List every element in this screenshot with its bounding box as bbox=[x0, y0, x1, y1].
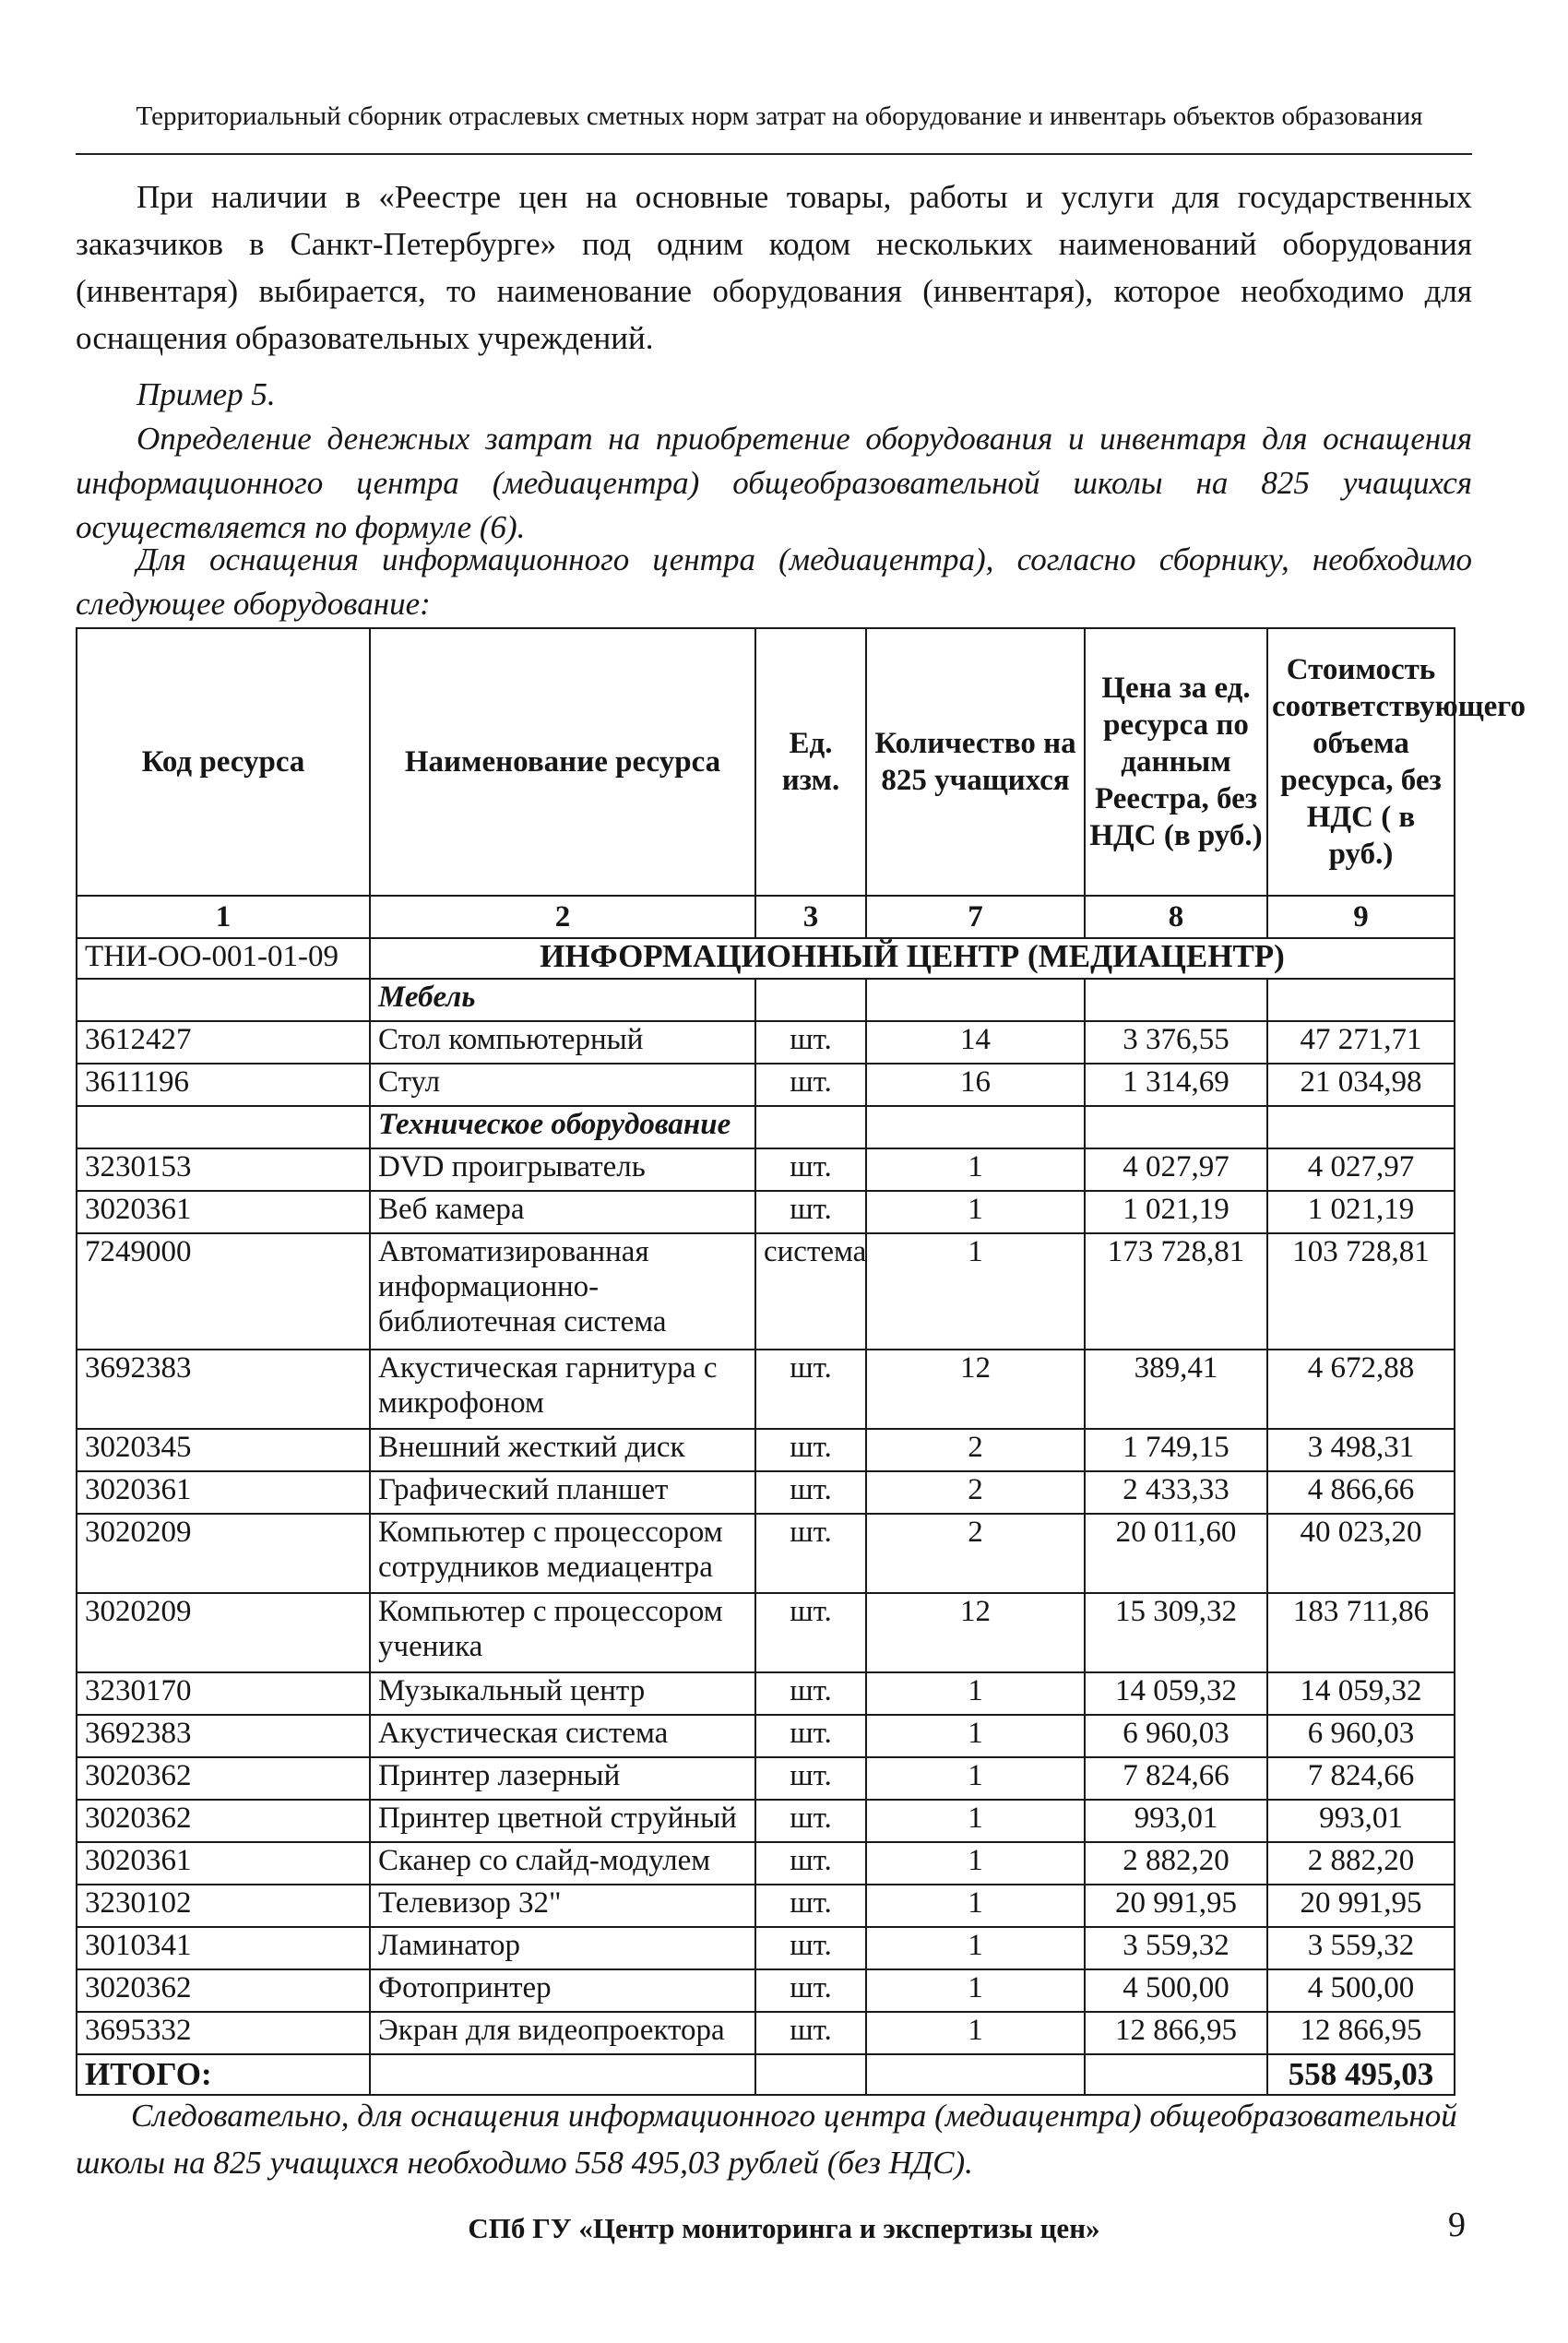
cell-qty: 1 bbox=[866, 1757, 1085, 1800]
cell-price: 1 314,69 bbox=[1085, 1064, 1267, 1106]
cell-cost: 4 027,97 bbox=[1267, 1148, 1455, 1191]
section-title: ИНФОРМАЦИОННЫЙ ЦЕНТР (МЕДИАЦЕНТР) bbox=[370, 938, 1455, 979]
header-price: Цена за ед. ресурса по данным Реестра, без НДС (в руб.) bbox=[1085, 628, 1267, 896]
column-number-row bbox=[77, 896, 1455, 938]
cell-code: 3020361 bbox=[77, 1471, 370, 1514]
cell-unit: шт. bbox=[755, 1021, 866, 1064]
table-row bbox=[77, 1927, 1455, 1969]
table-row bbox=[77, 1148, 1455, 1191]
category-furniture: Мебель bbox=[370, 979, 755, 1021]
cell-qty: 1 bbox=[866, 1969, 1085, 2012]
cell-name: Автоматизированная информационно-библиотечная система bbox=[370, 1233, 755, 1350]
cell-cost: 183 711,86 bbox=[1267, 1593, 1455, 1672]
column-number: 2 bbox=[370, 896, 755, 938]
table-row bbox=[77, 1471, 1455, 1514]
cell-cost: 2 882,20 bbox=[1267, 1842, 1455, 1885]
cell-name: Ламинатор bbox=[370, 1927, 755, 1969]
cell-unit: шт. bbox=[755, 1885, 866, 1927]
cell-price: 4 027,97 bbox=[1085, 1148, 1267, 1191]
total-value: 558 495,03 bbox=[1267, 2054, 1455, 2095]
example-title: Пример 5. bbox=[137, 376, 276, 412]
cell-price: 2 433,33 bbox=[1085, 1471, 1267, 1514]
cell-qty: 2 bbox=[866, 1429, 1085, 1471]
cell-cost: 103 728,81 bbox=[1267, 1233, 1455, 1350]
cell-code: 3020362 bbox=[77, 1969, 370, 2012]
cell-name: Принтер цветной струйный bbox=[370, 1800, 755, 1842]
cell-code: 3020209 bbox=[77, 1593, 370, 1672]
cell-code: 3692383 bbox=[77, 1350, 370, 1429]
intro-paragraph: При наличии в «Реестре цен на основные товары, работы и услуги для государственных заказчиков в Санкт-Петербурге» под одним кодом нескольких наименований оборудования (инвентаря) выбирается, то наименование оборудования (инвентаря), которое необходимо для оснащения образовательных учреждений. bbox=[76, 179, 1472, 356]
cell-cost: 4 866,66 bbox=[1267, 1471, 1455, 1514]
section-code: ТНИ-ОО-001-01-09 bbox=[77, 938, 370, 979]
cell-price: 1 021,19 bbox=[1085, 1191, 1267, 1233]
cell-price: 4 500,00 bbox=[1085, 1969, 1267, 2012]
cell-cost: 993,01 bbox=[1267, 1800, 1455, 1842]
cell-unit: шт. bbox=[755, 1927, 866, 1969]
cell-cost: 1 021,19 bbox=[1267, 1191, 1455, 1233]
cell-unit: шт. bbox=[755, 1672, 866, 1715]
cell-price: 6 960,03 bbox=[1085, 1715, 1267, 1757]
cell-qty: 1 bbox=[866, 1233, 1085, 1350]
cell-qty: 1 bbox=[866, 1885, 1085, 1927]
cell-unit: шт. bbox=[755, 1191, 866, 1233]
cell-cost: 4 500,00 bbox=[1267, 1969, 1455, 2012]
cell-name: DVD проигрыватель bbox=[370, 1148, 755, 1191]
cell-cost: 3 498,31 bbox=[1267, 1429, 1455, 1471]
table-row bbox=[77, 2012, 1455, 2054]
cell-qty: 12 bbox=[866, 1593, 1085, 1672]
cell-name: Акустическая гарнитура с микрофоном bbox=[370, 1350, 755, 1429]
cell-price: 3 559,32 bbox=[1085, 1927, 1267, 1969]
cell-price: 7 824,66 bbox=[1085, 1757, 1267, 1800]
column-number: 7 bbox=[866, 896, 1085, 938]
cell-price: 14 059,32 bbox=[1085, 1672, 1267, 1715]
cell-qty: 1 bbox=[866, 1927, 1085, 1969]
cell-price: 2 882,20 bbox=[1085, 1842, 1267, 1885]
cell-cost: 14 059,32 bbox=[1267, 1672, 1455, 1715]
cell-code: 3020362 bbox=[77, 1800, 370, 1842]
table-row bbox=[77, 1593, 1455, 1672]
cell-code: 3692383 bbox=[77, 1715, 370, 1757]
column-number: 1 bbox=[77, 896, 370, 938]
cell-unit: шт. bbox=[755, 1715, 866, 1757]
cell-qty: 12 bbox=[866, 1350, 1085, 1429]
example-description: Определение денежных затрат на приобретение оборудования и инвентаря для оснащения информационного центра (медиацентра) общеобразовательной школы на 825 учащихся осуществляется по формуле (6). bbox=[76, 421, 1472, 545]
cell-code: 3230102 bbox=[77, 1885, 370, 1927]
cell-qty: 1 bbox=[866, 1800, 1085, 1842]
cell-qty: 14 bbox=[866, 1021, 1085, 1064]
header-name: Наименование ресурса bbox=[370, 628, 755, 896]
cell-cost: 40 023,20 bbox=[1267, 1514, 1455, 1593]
cell-cost: 7 824,66 bbox=[1267, 1757, 1455, 1800]
cell-unit: шт. bbox=[755, 1842, 866, 1885]
cell-price: 20 991,95 bbox=[1085, 1885, 1267, 1927]
cell-qty: 1 bbox=[866, 1191, 1085, 1233]
cell-price: 1 749,15 bbox=[1085, 1429, 1267, 1471]
cell-qty: 1 bbox=[866, 1672, 1085, 1715]
cell-code: 3611196 bbox=[77, 1064, 370, 1106]
cell-unit: шт. bbox=[755, 1064, 866, 1106]
header-rule bbox=[76, 153, 1472, 155]
table-row bbox=[77, 1429, 1455, 1471]
conclusion: Следовательно, для оснащения информационного центра (медиацентра) общеобразовательной школы на 825 учащихся необходимо 558 495,03 рублей (без НДС). bbox=[76, 2098, 1457, 2181]
cell-cost: 4 672,88 bbox=[1267, 1350, 1455, 1429]
total-label: ИТОГО: bbox=[77, 2054, 370, 2095]
resource-table bbox=[76, 627, 1526, 2096]
table-row bbox=[77, 1757, 1455, 1800]
cell-code: 3010341 bbox=[77, 1927, 370, 1969]
cell-unit: шт. bbox=[755, 1800, 866, 1842]
cell-qty: 1 bbox=[866, 1715, 1085, 1757]
cell-cost: 3 559,32 bbox=[1267, 1927, 1455, 1969]
table-row bbox=[77, 1514, 1455, 1593]
header-quantity: Количество на 825 учащихся bbox=[866, 628, 1085, 896]
cell-unit: шт. bbox=[755, 1593, 866, 1672]
cell-qty: 2 bbox=[866, 1514, 1085, 1593]
cell-code: 3612427 bbox=[77, 1021, 370, 1064]
table-row bbox=[77, 1800, 1455, 1842]
cell-code: 7249000 bbox=[77, 1233, 370, 1350]
cell-name: Стол компьютерный bbox=[370, 1021, 755, 1064]
table-row bbox=[77, 1233, 1455, 1350]
header-unit: Ед. изм. bbox=[755, 628, 866, 896]
total-row bbox=[77, 2054, 1455, 2095]
cell-name: Принтер лазерный bbox=[370, 1757, 755, 1800]
column-number: 8 bbox=[1085, 896, 1267, 938]
table-row bbox=[77, 1885, 1455, 1927]
column-number: 9 bbox=[1267, 896, 1455, 938]
cell-unit: шт. bbox=[755, 1757, 866, 1800]
cell-qty: 1 bbox=[866, 1148, 1085, 1191]
cell-qty: 2 bbox=[866, 1471, 1085, 1514]
footer-org: СПб ГУ «Центр мониторинга и экспертизы цен» bbox=[468, 2212, 1100, 2244]
cell-name: Стул bbox=[370, 1064, 755, 1106]
cell-price: 12 866,95 bbox=[1085, 2012, 1267, 2054]
cell-unit: система bbox=[755, 1233, 866, 1350]
cell-unit: шт. bbox=[755, 1471, 866, 1514]
table-row bbox=[77, 1842, 1455, 1885]
table-row bbox=[77, 1672, 1455, 1715]
cell-price: 15 309,32 bbox=[1085, 1593, 1267, 1672]
table-row bbox=[77, 1021, 1455, 1064]
cell-unit: шт. bbox=[755, 1350, 866, 1429]
header-cost: Стоимость соответствующего объема ресурса, без НДС ( в руб.) bbox=[1267, 628, 1455, 896]
cell-qty: 1 bbox=[866, 1842, 1085, 1885]
cell-unit: шт. bbox=[755, 1429, 866, 1471]
cell-code: 3230153 bbox=[77, 1148, 370, 1191]
cell-name: Компьютер с процессором ученика bbox=[370, 1593, 755, 1672]
cell-unit: шт. bbox=[755, 2012, 866, 2054]
cell-code: 3020209 bbox=[77, 1514, 370, 1593]
table-row bbox=[77, 1969, 1455, 2012]
cell-cost: 6 960,03 bbox=[1267, 1715, 1455, 1757]
table-header-row bbox=[77, 628, 1455, 896]
table-row bbox=[77, 1191, 1455, 1233]
cell-name: Внешний жесткий диск bbox=[370, 1429, 755, 1471]
cell-name: Сканер со слайд-модулем bbox=[370, 1842, 755, 1885]
table-row bbox=[77, 1715, 1455, 1757]
category-row bbox=[77, 979, 1455, 1021]
cell-code: 3695332 bbox=[77, 2012, 370, 2054]
cell-name: Экран для видеопроектора bbox=[370, 2012, 755, 2054]
cell-price: 993,01 bbox=[1085, 1800, 1267, 1842]
cell-cost: 47 271,71 bbox=[1267, 1021, 1455, 1064]
cell-cost: 21 034,98 bbox=[1267, 1064, 1455, 1106]
cell-cost: 20 991,95 bbox=[1267, 1885, 1455, 1927]
cell-unit: шт. bbox=[755, 1514, 866, 1593]
cell-code: 3020361 bbox=[77, 1842, 370, 1885]
cell-price: 389,41 bbox=[1085, 1350, 1267, 1429]
cell-code: 3020361 bbox=[77, 1191, 370, 1233]
header-code: Код ресурса bbox=[77, 628, 370, 896]
cell-name: Музыкальный центр bbox=[370, 1672, 755, 1715]
cell-name: Веб камера bbox=[370, 1191, 755, 1233]
cell-unit: шт. bbox=[755, 1148, 866, 1191]
cell-name: Акустическая система bbox=[370, 1715, 755, 1757]
cell-code: 3230170 bbox=[77, 1672, 370, 1715]
cell-price: 20 011,60 bbox=[1085, 1514, 1267, 1593]
cell-code: 3020345 bbox=[77, 1429, 370, 1471]
running-header: Территориальный сборник отраслевых сметных норм затрат на оборудование и инвентарь объектов образования bbox=[136, 101, 1423, 131]
cell-name: Компьютер с процессором сотрудников медиацентра bbox=[370, 1514, 755, 1593]
cell-qty: 16 bbox=[866, 1064, 1085, 1106]
cell-name: Графический планшет bbox=[370, 1471, 755, 1514]
cell-name: Телевизор 32" bbox=[370, 1885, 755, 1927]
cell-price: 3 376,55 bbox=[1085, 1021, 1267, 1064]
table-row bbox=[77, 1064, 1455, 1106]
page-number: 9 bbox=[1448, 2206, 1466, 2244]
column-number: 3 bbox=[755, 896, 866, 938]
cell-price: 173 728,81 bbox=[1085, 1233, 1267, 1350]
cell-code: 3020362 bbox=[77, 1757, 370, 1800]
table-row bbox=[77, 1350, 1455, 1429]
category-technical: Техническое оборудование bbox=[370, 1106, 755, 1148]
cell-name: Фотопринтер bbox=[370, 1969, 755, 2012]
cell-unit: шт. bbox=[755, 1969, 866, 2012]
cell-qty: 1 bbox=[866, 2012, 1085, 2054]
section-row bbox=[77, 938, 1455, 979]
example-equipment-intro: Для оснащения информационного центра (медиацентра), согласно сборнику, необходимо следующее оборудование: bbox=[76, 541, 1472, 622]
category-row bbox=[77, 1106, 1455, 1148]
cell-cost: 12 866,95 bbox=[1267, 2012, 1455, 2054]
